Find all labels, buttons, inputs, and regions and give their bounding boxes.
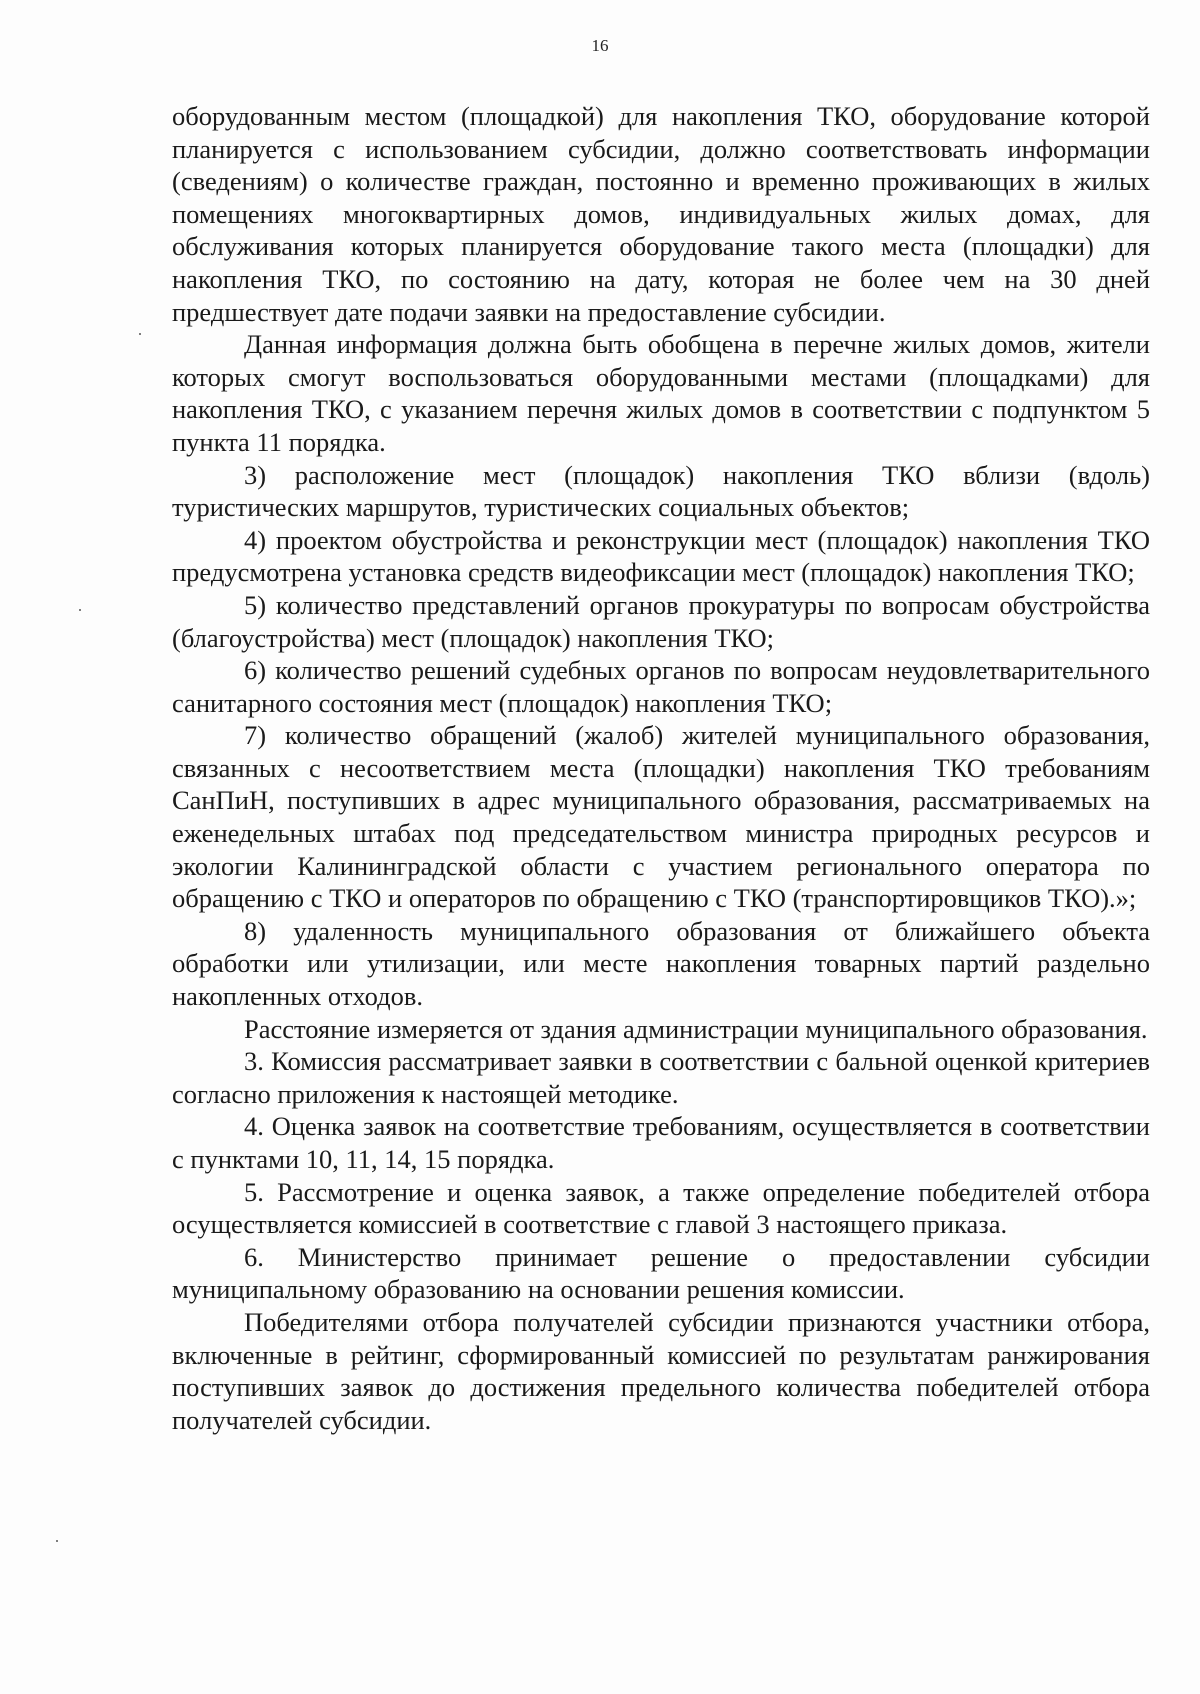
- paragraph-info-summary: Данная информация должна быть обобщена в перечне жилых домов, жители которых смогут воспользоваться оборудованными местами (площадками) для накопления ТКО, с указанием перечня жилых домов в соответствии с подпунктом 5 пункта 11 порядка.: [172, 329, 1150, 457]
- clause-4: 4. Оценка заявок на соответствие требованиям, осуществляется в соответствии с пунктами 10, 11, 14, 15 порядка.: [172, 1111, 1150, 1174]
- criterion-3: 3) расположение мест (площадок) накопления ТКО вблизи (вдоль) туристических маршрутов, туристических социальных объектов;: [172, 459, 1150, 523]
- clause-6: 6. Министерство принимает решение о предоставлении субсидии муниципальному образованию на основании решения комиссии.: [172, 1241, 1150, 1305]
- paragraph-winners: Победителями отбора получателей субсидии признаются участники отбора, включенные в рейтинг, сформированный комиссией по результатам ранжирования поступивших заявок до достижения предельного количества победителей отбора получателей субсидии.: [172, 1306, 1150, 1435]
- criterion-5: 5) количество представлений органов прокуратуры по вопросам обустройства (благоустройства) мест (площадок) накопления ТКО;: [172, 589, 1150, 653]
- paragraph-continuation: оборудованным местом (площадкой) для накопления ТКО, оборудование которой планируется с использованием субсидии, должно соответствовать информации (сведениям) о количестве граждан, постоянно и временно проживающих в жилых помещениях многоквартирных домов, индивидуальных жилых домах, для обслуживания которых планируется оборудование такого места (площадки) для накопления ТКО, по состоянию на дату, которая не более чем на 30 дней предшествует дате подачи заявки на предоставление субсидии.: [172, 101, 1150, 327]
- criterion-6: 6) количество решений судебных органов по вопросам неудовлетварительного санитарного состояния мест (площадок) накопления ТКО;: [172, 655, 1150, 718]
- page-number: 16: [591, 36, 609, 55]
- criterion-4: 4) проектом обустройства и реконструкции мест (площадок) накопления ТКО предусмотрена установка средств видеофиксации мест (площадок) накопления ТКО;: [172, 524, 1150, 588]
- clause-5: 5. Рассмотрение и оценка заявок, а также определение победителей отбора осуществляется комиссией в соответствие с главой 3 настоящего приказа.: [172, 1176, 1150, 1240]
- document-body: [172, 100, 1150, 1436]
- criterion-8: 8) удаленность муниципального образования от ближайшего объекта обработки или утилизации, или месте накопления товарных партий раздельно накопленных отходов.: [172, 915, 1150, 1012]
- scan-speck: [56, 1540, 58, 1542]
- clause-3: 3. Комиссия рассматривает заявки в соответствии с бальной оценкой критериев согласно приложения к настоящей методике.: [172, 1046, 1150, 1109]
- scan-speck: [139, 333, 141, 335]
- paragraph-distance: Расстояние измеряется от здания администрации муниципального образования.: [244, 1013, 1148, 1044]
- scan-speck: [79, 609, 81, 611]
- criterion-7: 7) количество обращений (жалоб) жителей муниципального образования, связанных с несоответствием места (площадки) накопления ТКО требованиям СанПиН, поступивших в адрес муниципального образования, рассматриваемых на еженедельных штабах под председательством министра природных ресурсов и экологии Калининградской области с участием регионального оператора по обращению с ТКО и операторов по обращению с ТКО (транспортировщиков ТКО).»;: [172, 720, 1150, 914]
